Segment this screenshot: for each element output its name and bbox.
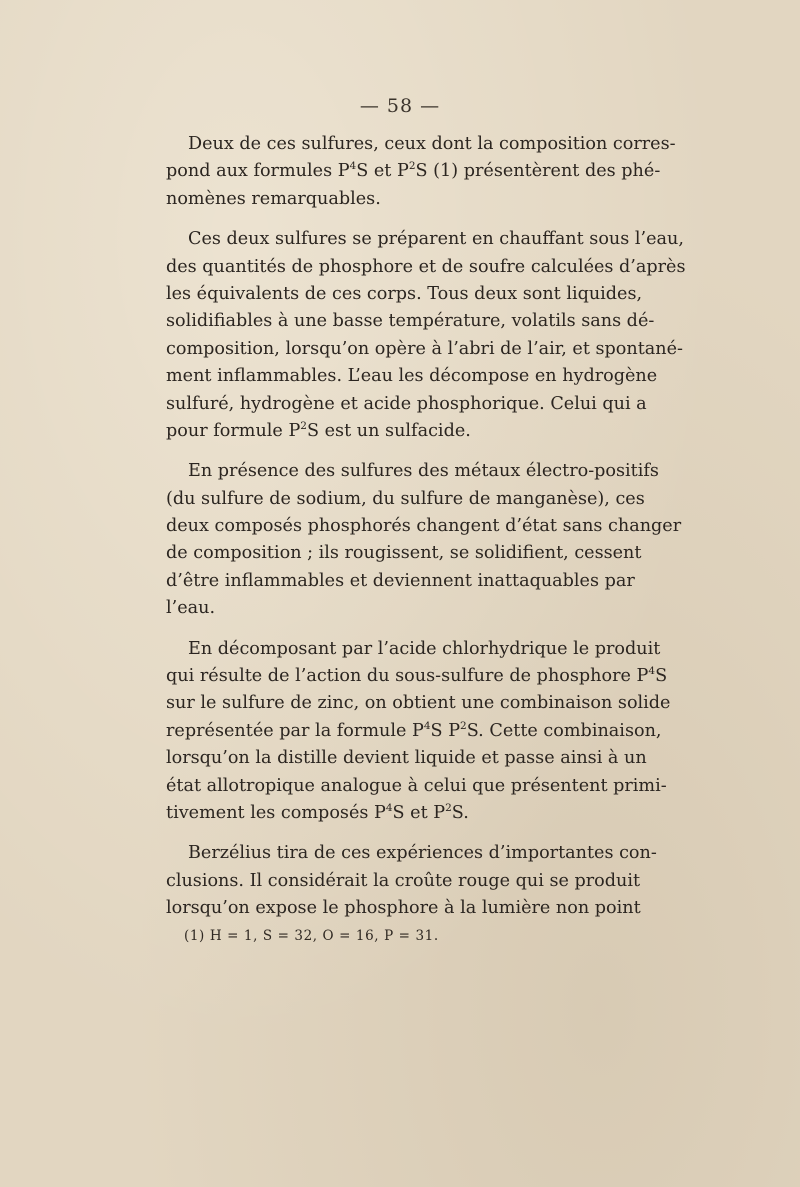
text-line: l’eau. [166, 598, 216, 619]
paragraph-2 [166, 226, 686, 445]
text-line: solidifiables à une basse température, volatils sans dé- [166, 311, 655, 332]
text-line: lorsqu’on la distille devient liquide et passe ainsi à un [166, 748, 647, 769]
text-line: (du sulfure de sodium, du sulfure de manganèse), ces [166, 488, 645, 509]
paragraph-5 [166, 840, 657, 922]
text-line: état allotropique analogue à celui que présentent primi- [166, 775, 667, 796]
text-line: composition, lorsqu’on opère à l’abri de l’air, et spontané- [166, 338, 683, 359]
text-line: clusions. Il considérait la croûte rouge qui se produit [166, 870, 641, 891]
text-line: Deux de ces sulfures, ceux dont la composition corres- [188, 134, 676, 154]
text-line: Ces deux sulfures se préparent en chauffant sous l’eau, [188, 229, 684, 250]
text-line: d’être inflammables et deviennent inattaquables par [166, 570, 635, 591]
paragraph-1 [166, 131, 676, 213]
text-line: représentée par la formule $P^4S$ $P^2S$. Cette combinaison, [166, 719, 662, 741]
text-line: pour formule $P^2S$ est un sulfacide. [166, 419, 471, 441]
text-line: nomènes remarquables. [166, 188, 381, 209]
text-line: lorsqu’on expose le phosphore à la lumière non point [166, 898, 641, 919]
text-line: les équivalents de ces corps. Tous deux sont liquides, [166, 283, 643, 304]
paragraph-4 [166, 636, 671, 828]
footnote: (1) H = 1, S = 32, O = 16, P = 31. [184, 928, 439, 944]
text-line: qui résulte de l’action du sous-sulfure de phosphore $P^4S$ [166, 665, 668, 687]
text-line: tivement les composés $P^4S$ et $P^2S$. [166, 801, 469, 823]
text-line: En décomposant par l’acide chlorhydrique le produit [188, 638, 661, 659]
text-line: En présence des sulfures des métaux électro-positifs [188, 461, 659, 482]
text-line: sulfuré, hydrogène et acide phosphorique. Celui qui a [166, 393, 647, 414]
body-text [166, 131, 686, 936]
text-line: des quantités de phosphore et de soufre calculées d’après [166, 256, 686, 277]
page-number: — 58 — [359, 95, 441, 117]
text-line: Berzélius tira de ces expériences d’importantes con- [188, 843, 657, 864]
paragraph-3 [166, 458, 682, 622]
text-line: sur le sulfure de zinc, on obtient une combinaison solide [166, 693, 671, 714]
text-line: deux composés phosphorés changent d’état sans changer [166, 516, 682, 537]
text-line: de composition ; ils rougissent, se solidifient, cessent [166, 543, 642, 564]
text-line: ment inflammables. L’eau les décompose en hydrogène [166, 366, 658, 387]
text-line: pond aux formules $P^4S$ et $P^2S$ (1) présentèrent des phé- [166, 160, 661, 182]
